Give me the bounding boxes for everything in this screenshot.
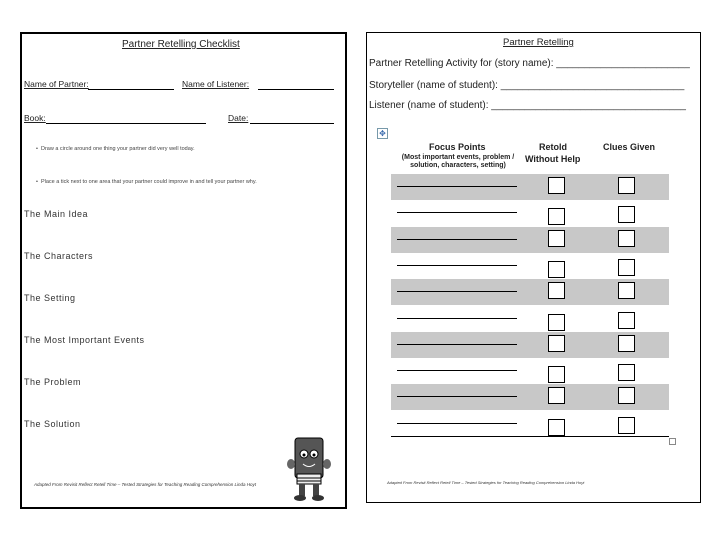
- table-row: [391, 306, 669, 332]
- table-row: [391, 174, 669, 200]
- clues-header: Clues Given: [603, 142, 656, 152]
- book-label: Book:: [24, 113, 46, 123]
- retold-checkbox[interactable]: [548, 335, 565, 352]
- section-setting: The Setting: [24, 293, 76, 303]
- retold-checkbox[interactable]: [548, 419, 565, 436]
- section-events: The Most Important Events: [24, 335, 145, 345]
- retold-checkbox[interactable]: [548, 230, 565, 247]
- retold-checkbox[interactable]: [548, 366, 565, 383]
- focus-point-line[interactable]: [397, 212, 517, 213]
- focus-point-line[interactable]: [397, 396, 517, 397]
- checklist-page: [20, 32, 347, 509]
- checklist-title: Partner Retelling Checklist: [122, 39, 240, 50]
- retold-header: Retold: [539, 142, 567, 152]
- clues-checkbox[interactable]: [618, 335, 635, 352]
- listener-field[interactable]: Listener (name of student): ___________________________________: [369, 100, 686, 111]
- date-line[interactable]: [250, 123, 334, 124]
- table-row: [391, 279, 669, 305]
- table-row: [391, 411, 669, 437]
- instruction-text: Place a tick next to one area that your partner could improve in and tell your partner why.: [40, 179, 257, 185]
- focus-point-line[interactable]: [397, 318, 517, 319]
- book-line[interactable]: [46, 123, 206, 124]
- clues-checkbox[interactable]: [618, 177, 635, 194]
- retold-checkbox[interactable]: [548, 261, 565, 278]
- retelling-footer: Adapted From Revisit Reflect Retell Time – Tested Strategies for Teaching Reading Comprehension Linda Hoyt: [387, 480, 585, 485]
- retelling-page: [366, 32, 701, 503]
- table-row: [391, 253, 669, 279]
- focus-point-line[interactable]: [397, 186, 517, 187]
- date-label: Date:: [228, 113, 249, 123]
- focus-point-line[interactable]: [397, 423, 517, 424]
- focus-point-line[interactable]: [397, 344, 517, 345]
- retold-checkbox[interactable]: [548, 387, 565, 404]
- retold-checkbox[interactable]: [548, 282, 565, 299]
- section-characters: The Characters: [24, 251, 94, 261]
- storyteller-field[interactable]: Storyteller (name of student): _________________________________: [369, 80, 685, 91]
- clues-checkbox[interactable]: [618, 259, 635, 276]
- clues-checkbox[interactable]: [618, 282, 635, 299]
- section-main-idea: The Main Idea: [24, 209, 89, 219]
- clues-checkbox[interactable]: [618, 230, 635, 247]
- clues-checkbox[interactable]: [618, 364, 635, 381]
- listener-label: Name of Listener:: [182, 79, 250, 89]
- retelling-title: Partner Retelling: [503, 37, 574, 48]
- table-row: [391, 332, 669, 358]
- table-bottom-rule: [391, 436, 669, 437]
- table-row: [391, 227, 669, 253]
- clues-checkbox[interactable]: [618, 387, 635, 404]
- checklist-footer: Adapted From Revisit Reflect Retell Time – Tested Strategies for Teaching Reading Comprehension Linda Hoyt: [34, 482, 256, 487]
- instruction-1: • Draw a circle around one thing your partner did very well today.: [36, 146, 195, 152]
- focus-point-line[interactable]: [397, 370, 517, 371]
- listener-line[interactable]: [258, 89, 334, 90]
- section-solution: The Solution: [24, 419, 81, 429]
- retold-checkbox[interactable]: [548, 208, 565, 225]
- table-row: [391, 384, 669, 410]
- book-mascot-image: [287, 434, 332, 504]
- instruction-2: • Place a tick next to one area that your partner could improve in and tell your partner why.: [36, 179, 257, 185]
- retold-checkbox[interactable]: [548, 177, 565, 194]
- table-resize-handle[interactable]: [669, 438, 676, 445]
- retold-checkbox[interactable]: [548, 314, 565, 331]
- clues-checkbox[interactable]: [618, 417, 635, 434]
- focus-point-line[interactable]: [397, 265, 517, 266]
- instruction-text: Draw a circle around one thing your partner did very well today.: [40, 146, 195, 152]
- focus-point-line[interactable]: [397, 291, 517, 292]
- table-row: [391, 358, 669, 384]
- clues-checkbox[interactable]: [618, 206, 635, 223]
- partner-line[interactable]: [88, 89, 174, 90]
- table-move-handle-icon[interactable]: ✥: [377, 128, 388, 139]
- focus-point-line[interactable]: [397, 239, 517, 240]
- retold-subheader: Without Help: [525, 154, 581, 164]
- focus-points-subheader: (Most important events, problem / solution, characters, setting): [401, 154, 515, 169]
- table-row: [391, 200, 669, 226]
- story-name-field[interactable]: Partner Retelling Activity for (story name): ________________________: [369, 58, 690, 69]
- partner-label: Name of Partner:: [24, 79, 89, 89]
- section-problem: The Problem: [24, 377, 82, 387]
- focus-points-header: Focus Points: [429, 142, 486, 152]
- clues-checkbox[interactable]: [618, 312, 635, 329]
